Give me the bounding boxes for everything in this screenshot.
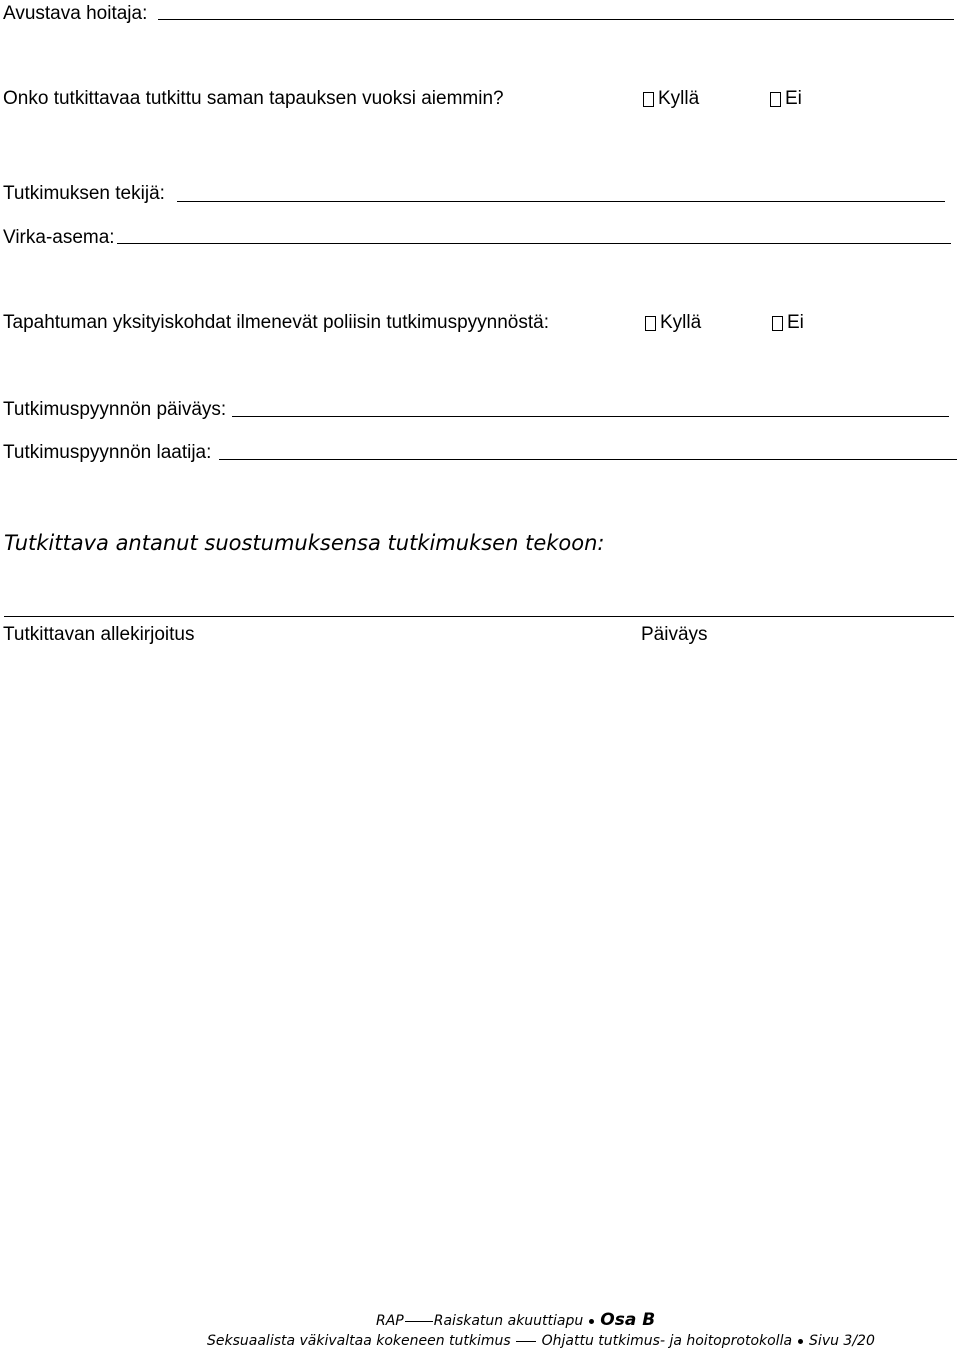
examiner-label: Tutkimuksen tekijä:	[3, 183, 165, 204]
footer-line-1	[376, 1311, 655, 1330]
previously-examined-question: Onko tutkittavaa tutkittu saman tapauksen vuoksi aiemmin?	[3, 88, 504, 109]
footer-rap: RAP	[376, 1313, 404, 1329]
previously-examined-no-option[interactable]	[770, 87, 802, 111]
footer-subtitle-right: Ohjattu tutkimus- ja hoitoprotokolla	[541, 1333, 793, 1349]
previously-examined-no-label: Ei	[785, 88, 802, 109]
previously-examined-yes-option[interactable]	[643, 87, 699, 111]
examiner-field[interactable]	[177, 201, 945, 202]
checkbox-icon[interactable]	[645, 316, 656, 331]
request-author-field[interactable]	[219, 459, 957, 460]
footer-dash	[405, 1321, 433, 1322]
footer-program: Raiskatun akuuttiapu	[433, 1313, 584, 1329]
assistant-nurse-field[interactable]	[158, 19, 954, 20]
previously-examined-yes-label: Kyllä	[658, 88, 700, 109]
footer-page: Sivu 3/20	[809, 1333, 875, 1349]
signature-label: Tutkittavan allekirjoitus	[3, 624, 195, 645]
signature-field[interactable]	[4, 616, 954, 617]
checkbox-icon[interactable]	[643, 92, 654, 107]
position-field[interactable]	[117, 243, 951, 244]
request-date-field[interactable]	[232, 416, 949, 417]
details-yes-option[interactable]	[645, 311, 701, 335]
footer-dash	[516, 1341, 536, 1342]
footer-part: Osa B	[600, 1310, 656, 1330]
details-yes-label: Kyllä	[660, 312, 702, 333]
bullet-icon	[798, 1339, 803, 1344]
details-no-option[interactable]	[772, 311, 804, 335]
assistant-nurse-label: Avustava hoitaja:	[3, 3, 148, 24]
checkbox-icon[interactable]	[772, 316, 783, 331]
checkbox-icon[interactable]	[770, 92, 781, 107]
details-no-label: Ei	[787, 312, 804, 333]
footer-subtitle-left: Seksuaalista väkivaltaa kokeneen tutkimus	[207, 1333, 511, 1349]
footer-line-2	[207, 1332, 875, 1350]
bullet-icon	[589, 1319, 594, 1324]
date-label: Päiväys	[641, 624, 708, 645]
details-question: Tapahtuman yksityiskohdat ilmenevät poliisin tutkimuspyynnöstä:	[3, 312, 549, 333]
consent-heading: Tutkittava antanut suostumuksensa tutkimuksen tekoon:	[4, 531, 605, 555]
position-label: Virka-asema:	[3, 227, 115, 248]
request-date-label: Tutkimuspyynnön päiväys:	[3, 399, 227, 420]
request-author-label: Tutkimuspyynnön laatija:	[3, 442, 212, 463]
